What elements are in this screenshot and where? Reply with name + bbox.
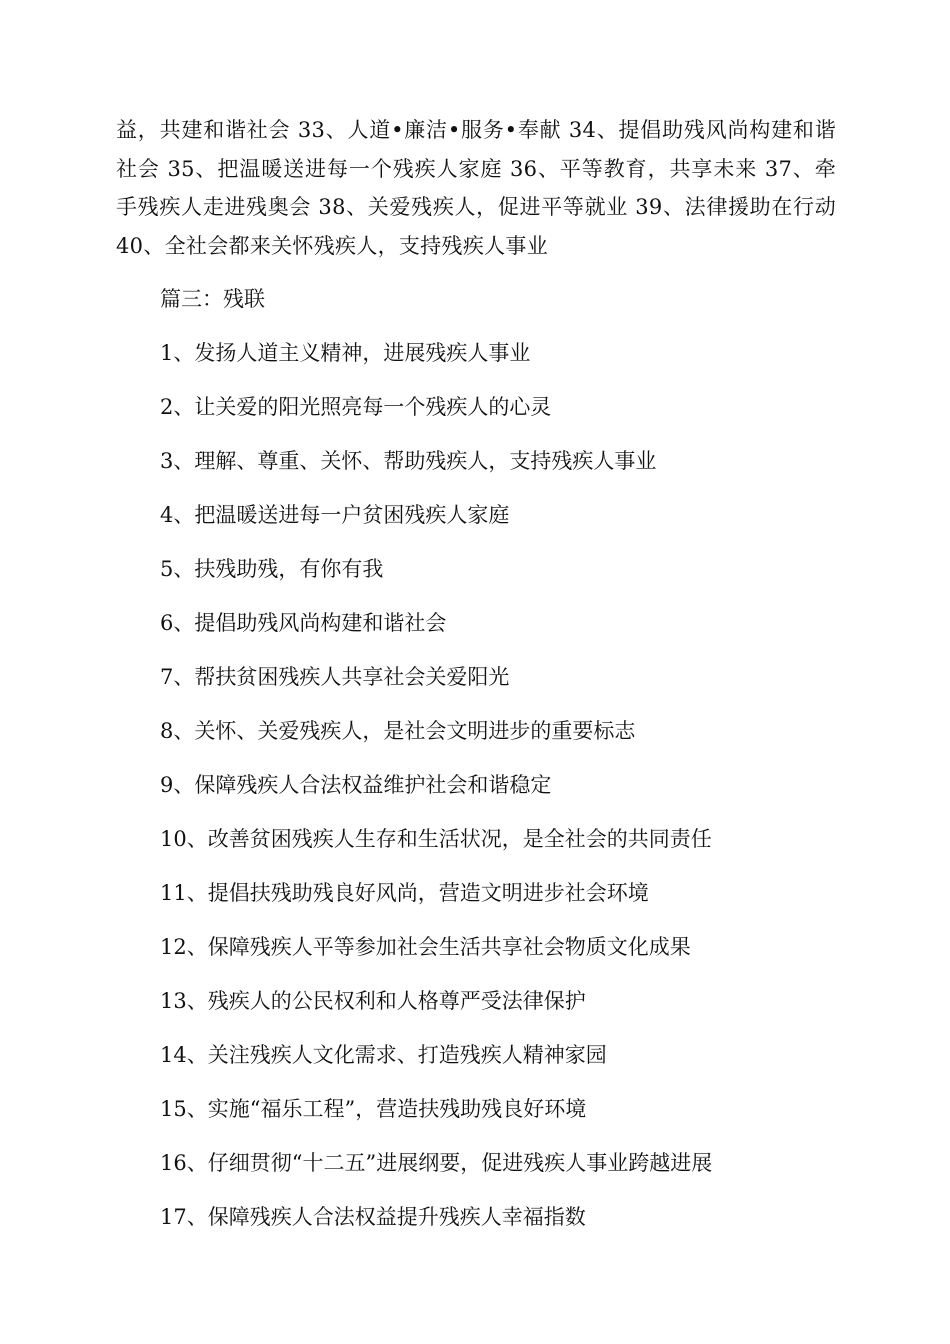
list-item: 3、理解、尊重、关怀、帮助残疾人，支持残疾人事业 bbox=[160, 449, 657, 473]
continuation-paragraph: 益，共建和谐社会 33、人道•廉洁•服务•奉献 34、提倡助残风尚构建和谐社会 35、把温暖送进每一个残疾人家庭 36、平等教育，共享未来 37、牵手残疾人走进残奥会 38、关爱残疾人，促进平等就业 39、法律援助在行动 40、全社会都来关怀残疾人，支持残疾人事业 bbox=[116, 118, 836, 258]
list-item: 11、提倡扶残助残良好风尚，营造文明进步社会环境 bbox=[160, 881, 649, 905]
list-item: 12、保障残疾人平等参加社会生活共享社会物质文化成果 bbox=[160, 935, 691, 959]
list-item: 17、保障残疾人合法权益提升残疾人幸福指数 bbox=[160, 1205, 586, 1229]
list-item: 16、仔细贯彻“十二五”进展纲要，促进残疾人事业跨越进展 bbox=[160, 1151, 713, 1175]
list-item: 2、让关爱的阳光照亮每一个残疾人的心灵 bbox=[160, 395, 552, 419]
list-item: 14、关注残疾人文化需求、打造残疾人精神家园 bbox=[160, 1043, 607, 1067]
list-item: 15、实施“福乐工程”，营造扶残助残良好环境 bbox=[160, 1097, 587, 1121]
list-item: 13、残疾人的公民权利和人格尊严受法律保护 bbox=[160, 989, 586, 1013]
list-item: 7、帮扶贫困残疾人共享社会关爱阳光 bbox=[160, 665, 510, 689]
list-item: 8、关怀、关爱残疾人，是社会文明进步的重要标志 bbox=[160, 719, 636, 743]
list-item: 6、提倡助残风尚构建和谐社会 bbox=[160, 611, 447, 635]
list-item: 9、保障残疾人合法权益维护社会和谐稳定 bbox=[160, 773, 552, 797]
slogan-list bbox=[160, 337, 712, 1255]
section-heading: 篇三：残联 bbox=[160, 287, 265, 311]
list-item: 1、发扬人道主义精神，进展残疾人事业 bbox=[160, 341, 531, 365]
list-item: 5、扶残助残，有你有我 bbox=[160, 557, 384, 581]
list-item: 10、改善贫困残疾人生存和生活状况，是全社会的共同责任 bbox=[160, 827, 712, 851]
list-item: 4、把温暖送进每一户贫困残疾人家庭 bbox=[160, 503, 510, 527]
